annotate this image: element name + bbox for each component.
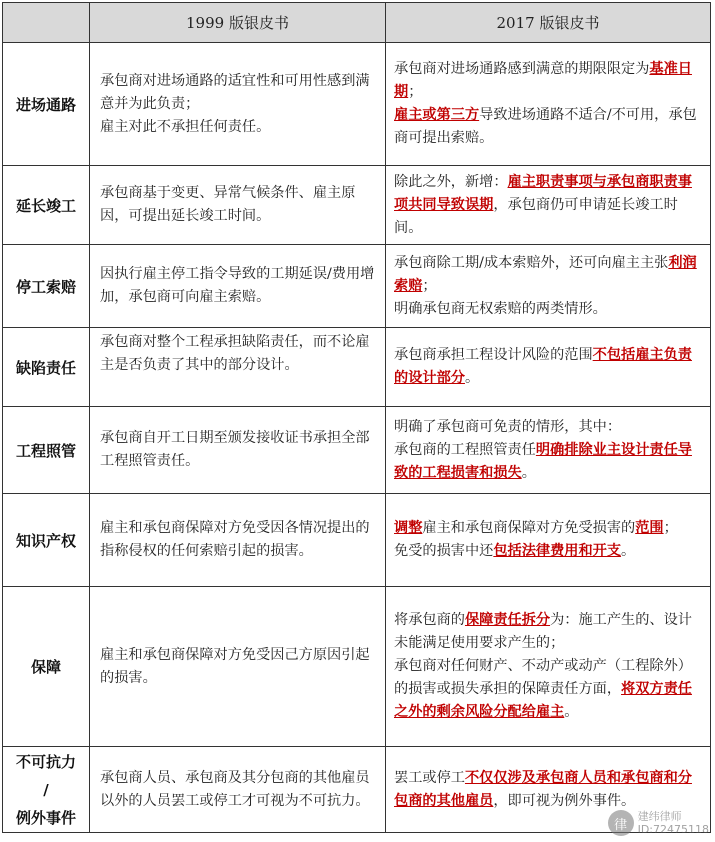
highlight-text: 范围: [635, 520, 664, 536]
new-text: 承包商除工期/成本索赔外，还可向雇主主张利润索赔； 明确承包商无权索赔的两类情形。: [386, 245, 711, 328]
watermark-id: ID:72475118: [637, 823, 709, 836]
highlight-text: 基准日期: [394, 61, 692, 100]
old-text: 承包商对整个工程承担缺陷责任，而不论雇主是否负责了其中的部分设计。: [90, 328, 386, 407]
highlight-text: 利润索赔: [394, 254, 697, 294]
watermark-name: 建纬律师: [637, 810, 682, 823]
highlight-text: 雇主职责事项与承包商职责事项共同导致误期: [394, 173, 692, 213]
old-text: 承包商对进场通路的适宜性和可用性感到满意并为此负责； 雇主对此不承担任何责任。: [90, 43, 386, 166]
table-row: [3, 166, 711, 245]
row-label: 工程照管: [3, 407, 90, 494]
watermark: [608, 810, 709, 836]
new-text: 除此之外，新增：雇主职责事项与承包商职责事项共同导致误期，承包商仍可申请延长竣工时间。: [386, 166, 711, 245]
table-row: [3, 747, 711, 833]
new-text: 调整雇主和承包商保障对方免受损害的范围； 免受的损害中还包括法律费用和开支。: [386, 494, 711, 587]
row-label: 延长竣工: [3, 166, 90, 245]
highlight-text: 调整: [394, 520, 423, 536]
table-header-row: [3, 3, 711, 43]
header-1999: 1999 版银皮书: [90, 3, 386, 43]
highlight-text: 将双方责任之外的剩余风险分配给雇主: [394, 681, 692, 720]
new-text: 承包商承担工程设计风险的范围不包括雇主负责的设计部分。: [386, 328, 711, 407]
comparison-table: [2, 2, 711, 833]
highlight-text: 保障责任拆分: [464, 612, 551, 628]
old-text: 雇主和承包商保障对方免受因各情况提出的指称侵权的任何索赔引起的损害。: [90, 494, 386, 587]
row-label: 缺陷责任: [3, 328, 90, 407]
old-text: 承包商基于变更、异常气候条件、雇主原因，可提出延长竣工时间。: [90, 166, 386, 245]
row-label: 知识产权: [3, 494, 90, 587]
table-row: [3, 407, 711, 494]
watermark-logo-icon: 律: [608, 810, 634, 836]
row-label: 不可抗力 / 例外事件: [3, 747, 90, 833]
new-text: 罢工或停工不仅仅涉及承包商人员和承包商和分包商的其他雇员，即可视为例外事件。: [386, 747, 711, 833]
table-row: [3, 328, 711, 407]
highlight-text: 明确排除业主设计责任导致的工程损害和损失: [394, 441, 692, 481]
table-row: [3, 43, 711, 166]
highlight-text: 雇主或第三方: [394, 107, 480, 123]
row-label: 停工索赔: [3, 245, 90, 328]
old-text: 承包商自开工日期至颁发接收证书承担全部工程照管责任。: [90, 407, 386, 494]
new-text: 承包商对进场通路感到满意的期限限定为基准日期； 雇主或第三方导致进场通路不适合/不可用，承包商可提出索赔。: [386, 43, 711, 166]
old-text: 因执行雇主停工指令导致的工期延误/费用增加，承包商可向雇主索赔。: [90, 245, 386, 328]
table-row: [3, 587, 711, 747]
row-label: 进场通路: [3, 43, 90, 166]
new-text: 将承包商的保障责任拆分为：施工产生的、设计未能满足使用要求产生的； 承包商对任何财产、不动产或动产（工程除外）的损害或损失承担的保障责任方面，将双方责任之外的剩余风险分配给雇主。: [386, 587, 711, 747]
table-row: [3, 245, 711, 328]
highlight-text: 不仅仅涉及承包商人员和承包商和分包商的其他雇员: [394, 769, 692, 809]
header-2017: 2017 版银皮书: [386, 3, 711, 43]
old-text: 雇主和承包商保障对方免受因己方原因引起的损害。: [90, 587, 386, 747]
highlight-text: 包括法律费用和开支: [493, 543, 622, 559]
new-text: 明确了承包商可免责的情形，其中： 承包商的工程照管责任明确排除业主设计责任导致的工程损害和损失。: [386, 407, 711, 494]
table-row: [3, 494, 711, 587]
old-text: 承包商人员、承包商及其分包商的其他雇员以外的人员罢工或停工才可视为不可抗力。: [90, 747, 386, 833]
header-empty: [3, 3, 90, 43]
highlight-text: 不包括雇主负责的设计部分: [394, 347, 692, 386]
row-label: 保障: [3, 587, 90, 747]
